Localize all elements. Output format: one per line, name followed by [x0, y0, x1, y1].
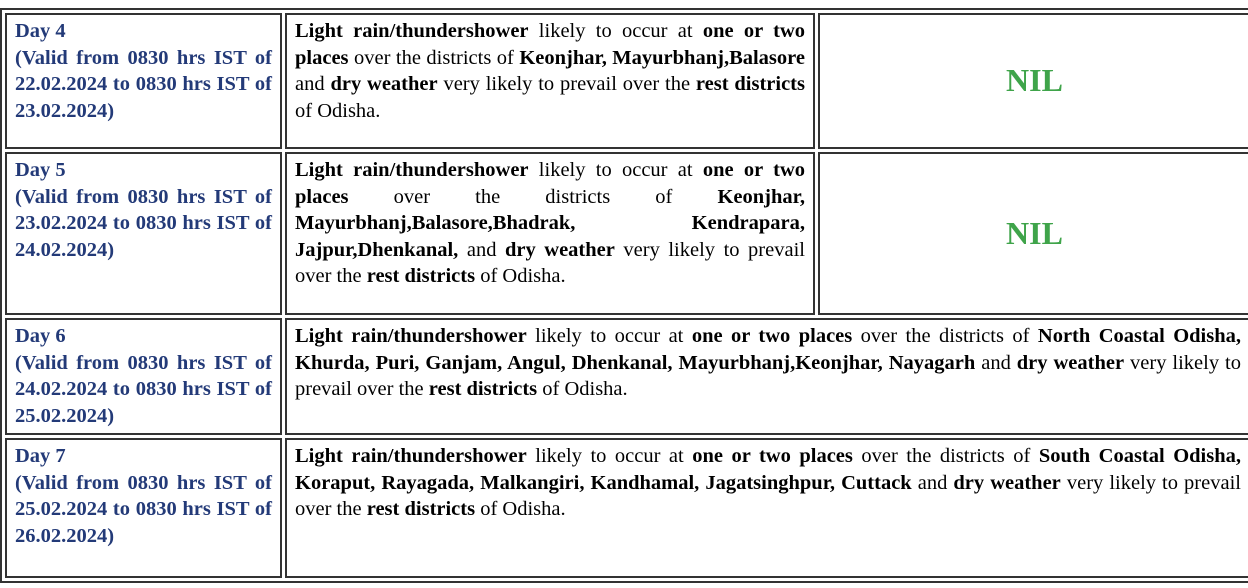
forecast-extent: one or two places [295, 20, 805, 69]
forecast-cell [285, 13, 815, 149]
forecast-text: of Odisha. [295, 99, 381, 122]
forecast-districts: Keonjhar, Mayurbhanj,Balasore [519, 46, 805, 69]
forecast-rest-districts: rest districts [695, 73, 805, 95]
validity-period: (Valid from 0830 hrs IST of 23.02.2024 to 0830 hrs IST of 24.02.2024) [15, 185, 272, 261]
forecast-phenomenon: Light rain/thundershower [295, 159, 529, 181]
forecast-text: and [458, 238, 505, 261]
day-label: Day 5 [15, 159, 66, 181]
forecast-rest-districts: rest districts [366, 498, 476, 520]
table-row [5, 152, 1248, 315]
validity-period: (Valid from 0830 hrs IST of 24.02.2024 to 0830 hrs IST of 25.02.2024) [15, 351, 272, 427]
forecast-text: likely to occur at [528, 20, 703, 42]
validity-period: (Valid from 0830 hrs IST of 25.02.2024 to 0830 hrs IST of 26.02.2024) [15, 471, 272, 547]
forecast-dry-weather: dry weather [504, 238, 615, 261]
forecast-cell [285, 318, 1248, 435]
day-label: Day 7 [15, 445, 66, 467]
day-label: Day 6 [15, 325, 66, 347]
forecast-text: over the districts of [348, 46, 520, 69]
forecast-text: of Odisha. [475, 498, 566, 520]
forecast-dry-weather: dry weather [953, 471, 1061, 494]
forecast-text: very likely to prevail over the [295, 471, 1241, 520]
forecast-dry-weather: dry weather [1016, 351, 1125, 374]
forecast-text: likely to occur at [526, 325, 692, 347]
day-label: Day 4 [15, 20, 66, 42]
forecast-text: over the districts of [348, 185, 718, 208]
forecast-text: and [295, 73, 331, 95]
forecast-text: over the districts of [852, 445, 1039, 467]
forecast-text: of Odisha. [537, 378, 628, 400]
forecast-phenomenon: Light rain/thundershower [295, 445, 527, 467]
day-cell [5, 318, 282, 435]
table-row [5, 318, 1248, 435]
forecast-text: and [911, 471, 954, 494]
forecast-extent: one or two places [691, 325, 853, 347]
forecast-districts: Keonjhar, Mayurbhanj,Balasore,Bhadrak, Kendrapara, Jajpur,Dhenkanal, [295, 185, 805, 261]
forecast-text: very likely to prevail over the [295, 351, 1241, 400]
table-row [5, 438, 1248, 578]
forecast-extent: one or two places [692, 445, 853, 467]
forecast-text: and [975, 351, 1017, 374]
forecast-phenomenon: Light rain/thundershower [295, 20, 529, 42]
forecast-text: of Odisha. [475, 265, 566, 287]
forecast-text: likely to occur at [526, 445, 693, 467]
forecast-extent: one or two places [295, 159, 805, 208]
forecast-dry-weather: dry weather [330, 73, 438, 95]
day-cell [5, 13, 282, 149]
forecast-districts: South Coastal Odisha, Koraput, Rayagada, Malkangiri, Kandhamal, Jagatsinghpur, Cuttack [295, 445, 1241, 494]
table-row [5, 13, 1248, 149]
forecast-rest-districts: rest districts [428, 378, 538, 400]
district-forecast-table [0, 8, 1248, 583]
forecast-text: likely to occur at [528, 159, 703, 181]
day-cell [5, 438, 282, 578]
forecast-text: very likely to prevail over the [295, 238, 805, 287]
forecast-rest-districts: rest districts [366, 265, 476, 287]
warning-cell: NIL [818, 13, 1248, 149]
forecast-text: very likely to prevail over the [437, 73, 696, 95]
forecast-phenomenon: Light rain/thundershower [295, 325, 527, 347]
day-cell [5, 152, 282, 315]
validity-period: (Valid from 0830 hrs IST of 22.02.2024 to 0830 hrs IST of 23.02.2024) [15, 46, 272, 122]
warning-cell: NIL [818, 152, 1248, 315]
forecast-districts: North Coastal Odisha, Khurda, Puri, Ganjam, Angul, Dhenkanal, Mayurbhanj,Keonjhar, Nayagarh [295, 325, 1241, 374]
forecast-cell [285, 438, 1248, 578]
forecast-text: over the districts of [852, 325, 1038, 347]
forecast-cell [285, 152, 815, 315]
